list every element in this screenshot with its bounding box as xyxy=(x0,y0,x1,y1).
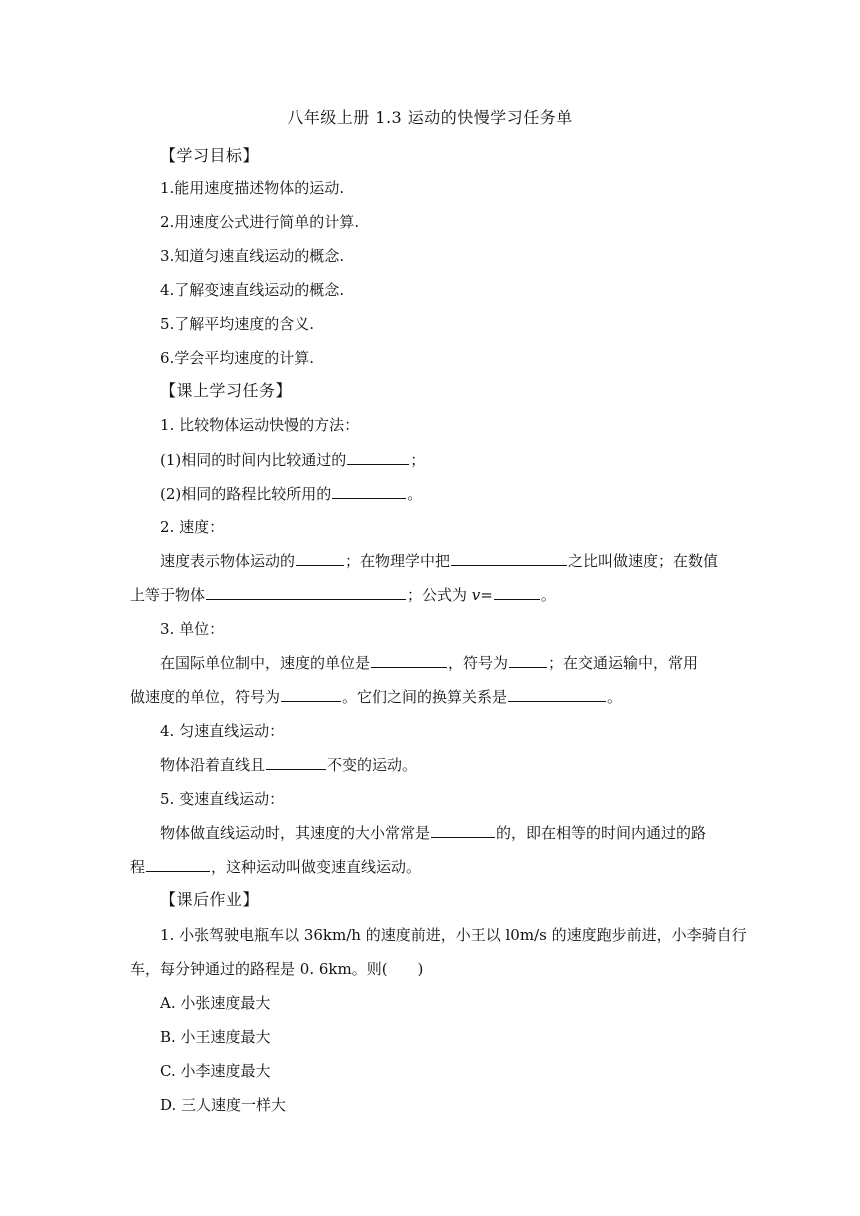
task3-line1: 在国际单位制中，速度的单位是 ，符号为 ；在交通运输中，常用 xyxy=(160,654,699,672)
answer-blank[interactable] xyxy=(332,483,406,499)
answer-blank[interactable] xyxy=(347,449,409,465)
question1-line1: 1. 小张驾驶电瓶车以 36km/h 的速度前进，小王以 l0m/s 的速度跑步前进，小李骑自行 xyxy=(160,926,747,944)
option-b: B. 小王速度最大 xyxy=(160,1028,271,1046)
option-a: A. 小张速度最大 xyxy=(160,994,271,1012)
objective-item: 1.能用速度描述物体的运动. xyxy=(160,179,345,197)
question1-line2: 车，每分钟通过的路程是 0. 6km。则( ) xyxy=(130,960,424,978)
answer-blank[interactable] xyxy=(494,584,540,600)
objective-item: 4.了解变速直线运动的概念. xyxy=(160,281,345,299)
task1-heading: 1. 比较物体运动快慢的方法： xyxy=(160,416,360,434)
task5-heading: 5. 变速直线运动： xyxy=(160,790,285,808)
tasks-heading: 【课上学习任务】 xyxy=(160,381,293,400)
option-c: C. 小李速度最大 xyxy=(160,1062,271,1080)
task2-line1: 速度表示物体运动的 ；在物理学中把 之比叫做速度；在数值 xyxy=(160,552,719,570)
answer-blank[interactable] xyxy=(431,822,495,838)
answer-blank[interactable] xyxy=(281,686,341,702)
objective-item: 6.学会平均速度的计算. xyxy=(160,349,315,367)
answer-blank[interactable] xyxy=(371,652,447,668)
answer-blank[interactable] xyxy=(296,550,344,566)
option-d: D. 三人速度一样大 xyxy=(160,1096,287,1114)
answer-blank[interactable] xyxy=(508,686,606,702)
objective-item: 5.了解平均速度的含义. xyxy=(160,315,315,333)
task3-heading: 3. 单位： xyxy=(160,620,225,638)
answer-blank[interactable] xyxy=(146,856,210,872)
task2-heading: 2. 速度： xyxy=(160,518,225,536)
objectives-heading: 【学习目标】 xyxy=(160,146,260,165)
answer-blank[interactable] xyxy=(266,754,326,770)
answer-blank[interactable] xyxy=(206,584,406,600)
homework-heading: 【课后作业】 xyxy=(160,890,260,909)
task5-line1: 物体做直线运动时，其速度的大小常常是 的，即在相等的时间内通过的路 xyxy=(160,824,707,842)
objective-item: 2.用速度公式进行简单的计算. xyxy=(160,213,360,231)
task5-line2: 程 ，这种运动叫做变速直线运动。 xyxy=(130,858,422,876)
answer-blank[interactable] xyxy=(509,652,547,668)
task1-item2: (2)相同的路程比较所用的 。 xyxy=(160,485,423,503)
task2-line2: 上等于物体 ；公式为 v= 。 xyxy=(130,586,556,604)
task1-item1: (1)相同的时间内比较通过的 ； xyxy=(160,451,426,469)
task4-heading: 4. 匀速直线运动： xyxy=(160,722,285,740)
page-title: 八年级上册 1.3 运动的快慢学习任务单 xyxy=(287,108,573,127)
task4-line1: 物体沿着直线且 不变的运动。 xyxy=(160,756,418,774)
answer-blank[interactable] xyxy=(451,550,567,566)
objective-item: 3.知道匀速直线运动的概念. xyxy=(160,247,345,265)
task3-line2: 做速度的单位，符号为 。它们之间的换算关系是 。 xyxy=(130,688,623,706)
